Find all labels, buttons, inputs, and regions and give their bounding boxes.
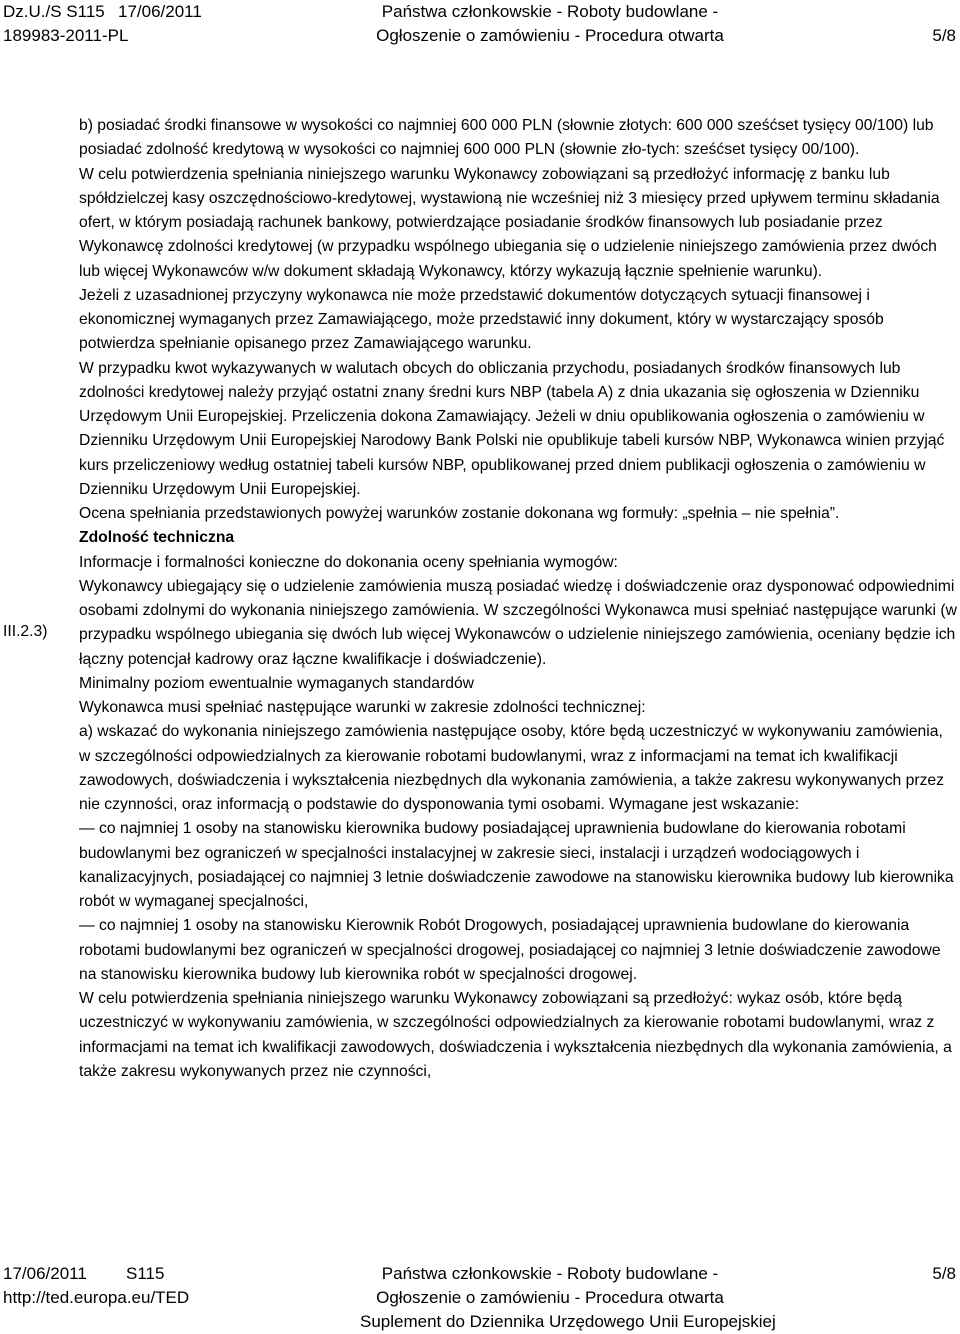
header-title-line2: Ogłoszenie o zamówieniu - Procedura otwarta xyxy=(376,26,724,45)
paragraph-contractor-requirements: Wykonawcy ubiegający się o udzielenie zamówienia muszą posiadać wiedzę i doświadczenie oraz dysponować odpowiednimi osobami zdolnymi do wykonania niniejszego zamówienia. W szczególności Wykonawca musi spełniać następujące warunki (w przypadku wspólnego ubiegania się dwóch lub więcej Wykonawców o udzielenie niniejszego zamówienia, oceniany będzie ich łączny potencjał kadrowy oraz łączne kwalifikacje i doświadczenie). xyxy=(79,577,957,668)
section-title: Zdolność techniczna xyxy=(79,529,235,547)
paragraph-indicate-persons: a) wskazać do wykonania niniejszego zamówienia następujące osoby, które będą uczestniczyć w wykonywaniu zamówienia, w szczególności odpowiedzialnych za kierowanie robotami budowlanymi, wraz z informacjami na temat ich kwalifikacji zawodowych, doświadczenia i wykształcenia niezbędnych dla wykonania zamówienia, a także zakresu wykonywanych przez nie czynności, oraz informacją o podstawie do dysponowania tymi osobami. Wymagane jest wskazanie: xyxy=(79,723,944,813)
paragraph-road-works-manager: — co najmniej 1 osoby na stanowisku Kierownik Robót Drogowych, posiadającej uprawnienia budowlane do kierowania robotami budowlanymi bez ograniczeń w specjalności drogowej, posiadającej co najmniej 3 letnie doświadczenie zawodowe na stanowisku kierownika budowy lub kierownika robót w specjalności drogowej. xyxy=(79,917,941,983)
section-number: III.2.3) xyxy=(3,623,48,640)
paragraph-financial-resources: b) posiadać środki finansowe w wysokości co najmniej 600 000 PLN (słownie złotych: 600 000 sześćset tysięcy 00/100) lub posiadać zdolność kredytową w wysokości co najmniej 600 000 PLN (słownie zło-tych: sześćset tysięcy 00/100). xyxy=(79,117,934,159)
paragraph-evaluation-formula: Ocena spełniania przedstawionych powyżej warunków zostanie dokonana wg formuły: „spełnia – nie spełnia”. xyxy=(79,505,840,522)
paragraph-bank-information: W celu potwierdzenia spełniania niniejszego warunku Wykonawcy zobowiązani są przedłożyć informację z banku lub spółdzielczej kasy oszczędnościowo-kredytowej, wystawioną nie wcześniej niż 3 miesięcy przed upływem terminu składania ofert, w którym posiadają rachunek bankowy, potwierdzające posiadanie środków finansowych lub posiadanie przez Wykonawcę zdolności kredytowej (w przypadku wspólnego ubiegania się o udzielenie niniejszego zamówienia przez dwóch lub więcej Wykonawców w/w dokument składają Wykonawcy, którzy wykazują łącznie spełnienie warunku). xyxy=(79,165,940,280)
header-title-line1: Państwa członkowskie - Roboty budowlane - xyxy=(381,2,719,21)
header-page-number: 5/8 xyxy=(932,26,956,45)
paragraph-info-formalities: Informacje i formalności konieczne do dokonania oceny spełniania wymogów: xyxy=(79,553,618,571)
footer-title-line1: Państwa członkowskie - Roboty budowlane - xyxy=(381,1264,719,1283)
paragraph-list-of-persons: W celu potwierdzenia spełniania niniejszego warunku Wykonawcy zobowiązani są przedłożyć: wykaz osób, które będą uczestniczyć w wykonywaniu zamówienia, w szczególności odpowiedzialnych za kierowanie robotami budowlanymi, wraz z informacjami na temat ich kwalifikacji zawodowych, doświadczenia i wykształcenia niezbędnych dla wykonania zamówienia, a także zakresu wykonywanych przez nie czynności, xyxy=(79,990,952,1080)
footer-title-line2: Ogłoszenie o zamówieniu - Procedura otwarta xyxy=(376,1288,724,1307)
header-notice-id: 189983-2011-PL xyxy=(3,26,129,45)
paragraph-foreign-currency: W przypadku kwot wykazywanych w walutach obcych do obliczania przychodu, posiadanych środków finansowych lub zdolności kredytowej należy przyjąć ostatni znany średni kurs NBP (tabela A) z dnia ukazania się ogłoszenia w Dzienniku Urzędowym Unii Europejskiej. Przeliczenia dokona Zamawiający. Jeżeli w dniu opublikowania ogłoszenia o zamówieniu w Dzienniku Urzędowym Unii Europejskiej Narodowy Bank Polski nie opublikuje tabeli kursów NBP, Wykonawca winien przyjąć kurs przeliczeniowy według ostatniej tabeli kursów NBP, opublikowanej przed dniem publikacji ogłoszenia o zamówieniu w Dzienniku Urzędowym Unii Europejskiej. xyxy=(79,359,945,498)
footer-series: S115 xyxy=(126,1264,165,1283)
paragraph-technical-conditions: Wykonawca musi spełniać następujące warunki w zakresie zdolności technicznej: xyxy=(79,699,646,716)
header-document-ref: Dz.U./S S115 xyxy=(3,2,105,21)
footer-page-number: 5/8 xyxy=(932,1264,956,1283)
footer-date: 17/06/2011 xyxy=(3,1264,87,1283)
document-body xyxy=(79,114,957,1084)
paragraph-alternative-documents: Jeżeli z uzasadnionej przyczyny wykonawca nie może przedstawić dokumentów dotyczących sytuacji finansowej i ekonomicznej wymaganych przez Zamawiającego, może przedstawić inny dokument, który w wystarczający sposób potwierdza spełnianie opisanego przez Zamawiającego warunku. xyxy=(79,286,884,353)
paragraph-site-manager: — co najmniej 1 osoby na stanowisku kierownika budowy posiadającej uprawnienia budowlane do kierowania robotami budowlanymi bez ograniczeń w specjalności instalacyjnej w zakresie sieci, instalacji i urządzeń wodociągowych i kanalizacyjnych, posiadającej co najmniej 3 letnie doświadczenie zawodowe na stanowisku kierownika budowy lub kierownika robót w wymaganej specjalności, xyxy=(79,820,954,910)
header-date: 17/06/2011 xyxy=(118,2,202,21)
paragraph-minimum-standards: Minimalny poziom ewentualnie wymaganych standardów xyxy=(79,674,474,692)
footer-supplement: Suplement do Dziennika Urzędowego Unii Europejskiej xyxy=(360,1312,776,1331)
footer-url[interactable]: http://ted.europa.eu/TED xyxy=(3,1288,190,1307)
